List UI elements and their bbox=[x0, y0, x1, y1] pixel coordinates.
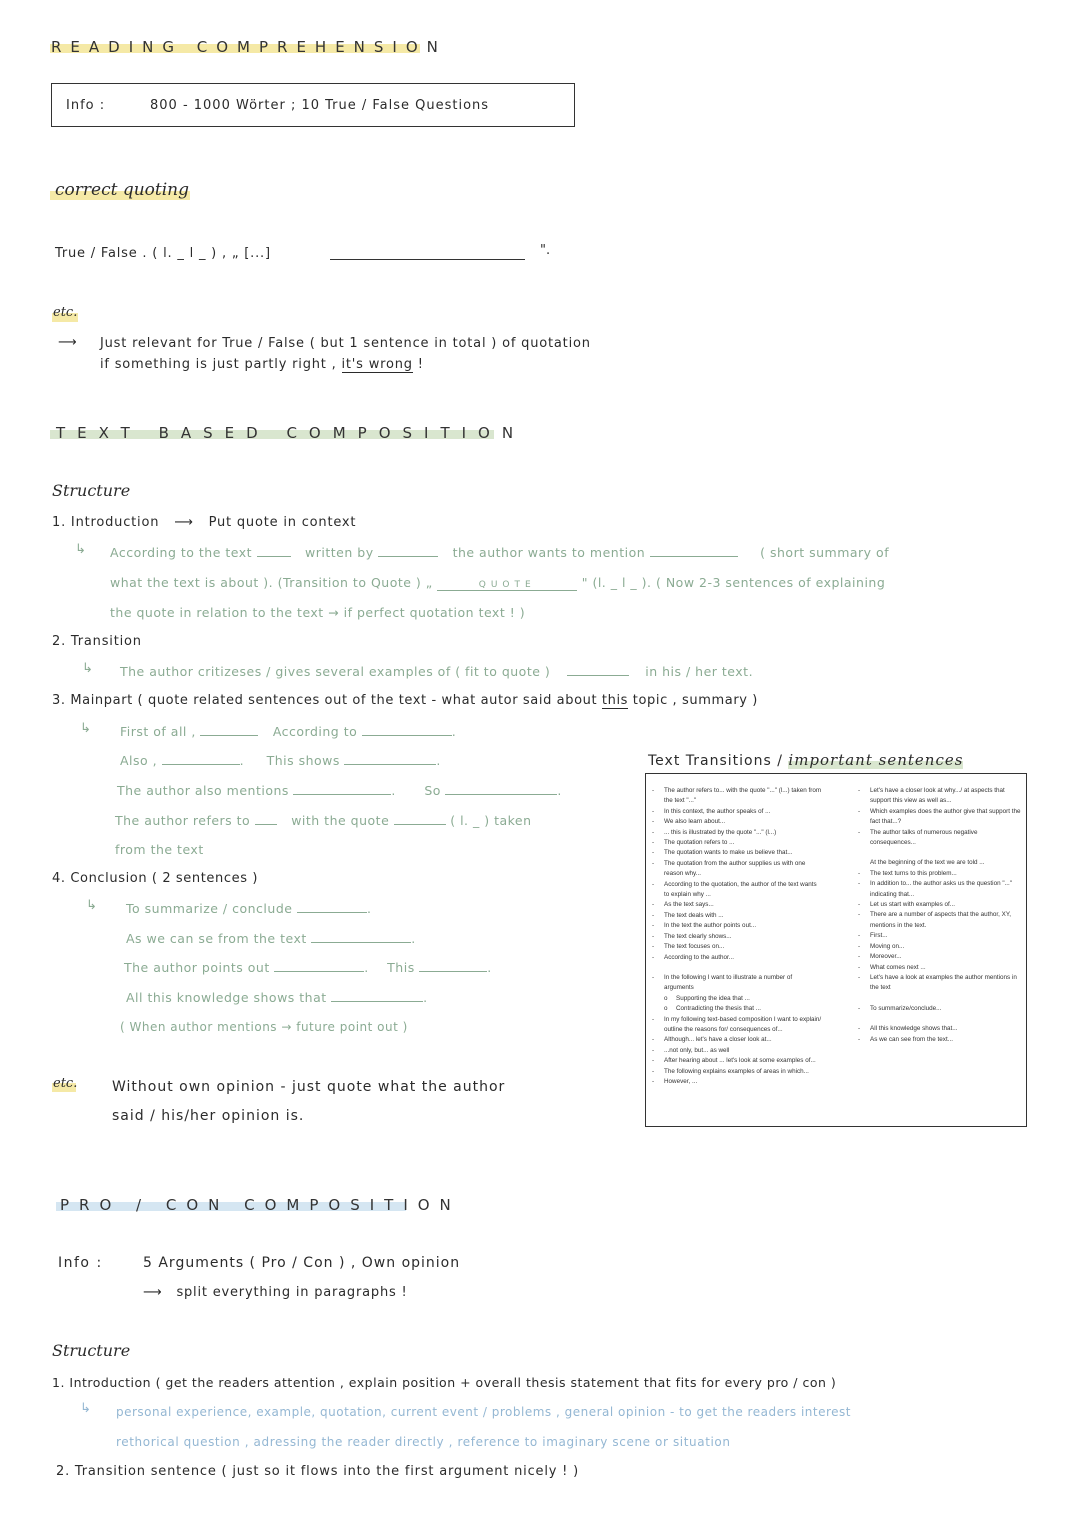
corner-arrow-icon: ↳ bbox=[75, 542, 86, 557]
transition-item: - As we can see from the text... bbox=[856, 1035, 1022, 1045]
tbc-etc: etc. bbox=[53, 1076, 78, 1091]
tbc-intro-l2 bbox=[110, 575, 885, 591]
transition-item: o Contradicting the thesis that ... bbox=[650, 1004, 822, 1014]
tbc-intro-l1c: the author wants to mention bbox=[452, 545, 646, 560]
tbc-intro-l1a: According to the text bbox=[110, 545, 253, 560]
procon-intro-head: 1. Introduction ( get the readers attention , explain position + overall thesis statement that fits for every pro / con ) bbox=[52, 1375, 837, 1390]
blank bbox=[200, 735, 258, 736]
corner-arrow-icon: ↳ bbox=[80, 721, 91, 736]
tbc-main-head-text: 3. Mainpart ( quote related sentences out of the text - what autor said about bbox=[52, 693, 598, 708]
blank bbox=[419, 971, 487, 972]
tbc-main-l1: First of all , According to . bbox=[120, 724, 457, 739]
list-gap bbox=[856, 1014, 1022, 1024]
tbc-intro-l1d: ( short summary of bbox=[760, 545, 890, 560]
tbc-transition-head: 2. Transition bbox=[52, 634, 142, 649]
tbc-transition-l1 bbox=[120, 664, 753, 679]
arrow-icon: ⟶ bbox=[143, 1285, 163, 1300]
procon-structure: Structure bbox=[52, 1341, 131, 1360]
tbc-main-l3: The author also mentions . So . bbox=[117, 783, 562, 798]
procon-info-text: 5 Arguments ( Pro / Con ) , Own opinion bbox=[143, 1255, 461, 1271]
tbc-intro-l1 bbox=[110, 545, 1030, 560]
list-gap bbox=[650, 963, 822, 973]
transition-item: - What comes next ... bbox=[856, 963, 1022, 973]
corner-arrow-icon: ↳ bbox=[80, 1401, 91, 1416]
tbc-etc-l1: Without own opinion - just quote what the author bbox=[112, 1079, 506, 1095]
transition-item: - Let's have a look at examples the author mentions in the text bbox=[856, 973, 1022, 994]
tbc-main-l4a: The author refers to bbox=[115, 813, 251, 828]
transition-item: - In the text the author points out... bbox=[650, 921, 822, 931]
transition-item: - To summarize/conclude... bbox=[856, 1004, 1022, 1014]
tbc-intro-l2b: " (l. _ l _ ). ( Now 2-3 sentences of explaining bbox=[581, 575, 886, 590]
tbc-transition-l1a: The author critizeses / gives several examples of ( fit to quote ) bbox=[120, 664, 551, 679]
corner-arrow-icon: ↳ bbox=[86, 898, 97, 913]
tbc-main-tail: topic , summary ) bbox=[632, 693, 758, 708]
tbc-intro-l3: the quote in relation to the text → if perfect quotation text ! ) bbox=[110, 605, 526, 620]
transition-item: - ... this is illustrated by the quote "..." (l...) bbox=[650, 828, 822, 838]
transition-item: - However, ... bbox=[650, 1077, 822, 1087]
transition-item: - Although... let's have a closer look at... bbox=[650, 1035, 822, 1045]
blank bbox=[257, 556, 291, 557]
corner-arrow-icon: ↳ bbox=[82, 661, 93, 676]
transition-item: - Moreover... bbox=[856, 952, 1022, 962]
blank bbox=[293, 794, 391, 795]
tbc-concl-l5: ( When author mentions → future point out ) bbox=[120, 1020, 408, 1034]
tbc-concl-l4: All this knowledge shows that . bbox=[126, 990, 428, 1005]
transition-item: - We also learn about... bbox=[650, 817, 822, 827]
transition-item: - All this knowledge shows that... bbox=[856, 1024, 1022, 1034]
transition-item: - First... bbox=[856, 931, 1022, 941]
blank bbox=[445, 794, 557, 795]
transition-item: - The text deals with ... bbox=[650, 911, 822, 921]
tbc-intro-l1b: written by bbox=[305, 545, 374, 560]
tbc-main-l4c: ( l. _ ) taken bbox=[450, 813, 532, 828]
quoting-title: correct quoting bbox=[55, 180, 189, 200]
transition-item: At the beginning of the text we are told ... bbox=[870, 859, 985, 867]
blank bbox=[162, 764, 240, 765]
tbc-concl-l1-text: To summarize / conclude bbox=[126, 901, 293, 916]
blank bbox=[362, 735, 452, 736]
tbc-main-l1b: According to bbox=[272, 724, 358, 739]
transition-item: o Supporting the idea that ... bbox=[650, 994, 822, 1004]
tbc-main-l4b: with the quote bbox=[291, 813, 390, 828]
transitions-box bbox=[645, 773, 1027, 1127]
tbc-concl-l3a: The author points out bbox=[124, 960, 270, 975]
procon-info-sub bbox=[143, 1285, 408, 1300]
tbc-concl-l1: To summarize / conclude . bbox=[126, 901, 372, 916]
quoting-line-prefix: True / False . ( l. _ l _ ) , „ [...] bbox=[55, 246, 271, 261]
tbc-intro-quote: QUOTE bbox=[437, 580, 577, 591]
transition-item: - The text focuses on... bbox=[650, 942, 822, 952]
reading-info-label: Info : bbox=[66, 98, 106, 113]
blank bbox=[331, 1001, 423, 1002]
transition-item: - After hearing about ... let's look at some examples of... bbox=[650, 1056, 822, 1066]
transition-item: - Moving on... bbox=[856, 942, 1022, 952]
transition-item: - The quotation refers to ... bbox=[650, 838, 822, 848]
blank bbox=[567, 675, 629, 676]
tbc-main-l3b: So bbox=[424, 783, 441, 798]
quoting-note-2 bbox=[100, 357, 424, 373]
tbc-intro-l2a: what the text is about ). (Transition to Quote ) „ bbox=[110, 575, 433, 590]
reading-title: READING COMPREHENSION bbox=[51, 38, 447, 56]
transition-item: - Which examples does the author give that support the fact that...? bbox=[856, 807, 1022, 828]
procon-transition-head: 2. Transition sentence ( just so it flows into the first argument nicely ! ) bbox=[56, 1464, 579, 1479]
tbc-main-this: this bbox=[601, 693, 629, 708]
transition-item: - The following explains examples of areas in which... bbox=[650, 1067, 822, 1077]
tbc-intro-tail: Put quote in context bbox=[208, 515, 357, 530]
transition-item: - The author refers to... with the quote "..." (l...) taken from the text "..." bbox=[650, 786, 822, 807]
blank bbox=[650, 556, 738, 557]
reading-info-text: 800 - 1000 Wörter ; 10 True / False Questions bbox=[150, 98, 490, 113]
arrow-icon: ⟶ bbox=[58, 335, 77, 350]
transition-item: - According to the author... bbox=[650, 953, 822, 963]
tbc-title: TEXT BASED COMPOSITION bbox=[56, 424, 526, 442]
transitions-title-b: important sentences bbox=[788, 751, 964, 769]
transition-item: - As the text says... bbox=[650, 900, 822, 910]
arrow-icon: ⟶ bbox=[174, 515, 194, 530]
tbc-main-l3a: The author also mentions bbox=[117, 783, 289, 798]
tbc-transition-l1b: in his / her text. bbox=[645, 664, 754, 679]
tbc-conclusion-head: 4. Conclusion ( 2 sentences ) bbox=[52, 871, 258, 886]
procon-info-label: Info : bbox=[58, 1255, 103, 1271]
blank bbox=[394, 824, 446, 825]
transition-item: - In addition to... the author asks us the question "..." indicating that... bbox=[856, 879, 1022, 900]
tbc-intro-head-text: 1. Introduction bbox=[52, 515, 160, 530]
quoting-note-2b: it's wrong bbox=[341, 357, 413, 372]
quoting-etc: etc. bbox=[53, 305, 78, 320]
quoting-line-end: ". bbox=[540, 243, 551, 258]
tbc-concl-l3: The author points out . This . bbox=[124, 960, 492, 975]
transition-item: - There are a number of aspects that the author, XY, mentions in the text. bbox=[856, 910, 1022, 931]
transition-item: - The quotation from the author supplies us with one reason why... bbox=[650, 859, 822, 880]
tbc-main-l2b: This shows bbox=[266, 753, 340, 768]
tbc-concl-l3b: This bbox=[387, 960, 415, 975]
transition-item: - Let's have a closer look at why.../ at aspects that support this view as well as... bbox=[856, 786, 1022, 807]
blank bbox=[344, 764, 436, 765]
transition-item: - The quotation wants to make us believe that... bbox=[650, 848, 822, 858]
list-gap bbox=[856, 994, 1022, 1004]
blank bbox=[255, 824, 277, 825]
transition-item: - In my following text-based composition I want to explain/ outline the reasons for/ consequences of... bbox=[650, 1015, 822, 1036]
tbc-concl-l2-text: As we can se from the text bbox=[126, 931, 307, 946]
list-gap bbox=[856, 848, 1022, 858]
tbc-main-l2a: Also , bbox=[120, 753, 158, 768]
tbc-main-head bbox=[52, 693, 758, 709]
transition-item: - The author talks of numerous negative consequences... bbox=[856, 828, 1022, 849]
transitions-right-col bbox=[856, 786, 1022, 1045]
transitions-left-col bbox=[650, 786, 822, 1087]
procon-info-sub-text: split everything in paragraphs ! bbox=[176, 1285, 408, 1300]
tbc-etc-l2: said / his/her opinion is. bbox=[112, 1108, 305, 1124]
transitions-title-a: Text Transitions / bbox=[648, 753, 783, 769]
transition-item: - ...not only, but... as well bbox=[650, 1046, 822, 1056]
quoting-blank bbox=[330, 259, 525, 260]
transition-item: - The text clearly shows... bbox=[650, 932, 822, 942]
tbc-main-l1a: First of all , bbox=[120, 724, 196, 739]
tbc-concl-l4-text: All this knowledge shows that bbox=[126, 990, 327, 1005]
tbc-structure: Structure bbox=[52, 481, 131, 500]
tbc-intro-head bbox=[52, 515, 356, 530]
blank bbox=[378, 556, 438, 557]
procon-intro-l2: rethorical question , adressing the reader directly , reference to imaginary scene or situation bbox=[116, 1435, 731, 1449]
quoting-note-2a: if something is just partly right , bbox=[100, 357, 337, 372]
quoting-note-1: Just relevant for True / False ( but 1 sentence in total ) of quotation bbox=[100, 336, 591, 351]
tbc-main-l5: from the text bbox=[115, 842, 204, 857]
transition-item: - In the following I want to illustrate a number of arguments bbox=[650, 973, 822, 994]
quoting-note-2c: ! bbox=[417, 357, 424, 372]
blank bbox=[297, 912, 367, 913]
blank bbox=[311, 942, 411, 943]
transition-item: - According to the quotation, the author of the text wants to explain why ... bbox=[650, 880, 822, 901]
tbc-concl-l2: As we can se from the text . bbox=[126, 931, 416, 946]
tbc-main-l2: Also , . This shows . bbox=[120, 753, 441, 768]
tbc-main-l4 bbox=[115, 813, 532, 828]
transition-item: - Let us start with examples of... bbox=[856, 900, 1022, 910]
procon-title: PRO / CON COMPOSITION bbox=[60, 1196, 461, 1214]
transition-item: - The text turns to this problem... bbox=[856, 869, 1022, 879]
transition-item: - In this context, the author speaks of ... bbox=[650, 807, 822, 817]
procon-intro-l1: personal experience, example, quotation, current event / problems , general opinion - to get the readers interest bbox=[116, 1405, 851, 1419]
blank bbox=[274, 971, 364, 972]
transitions-title bbox=[648, 751, 963, 769]
